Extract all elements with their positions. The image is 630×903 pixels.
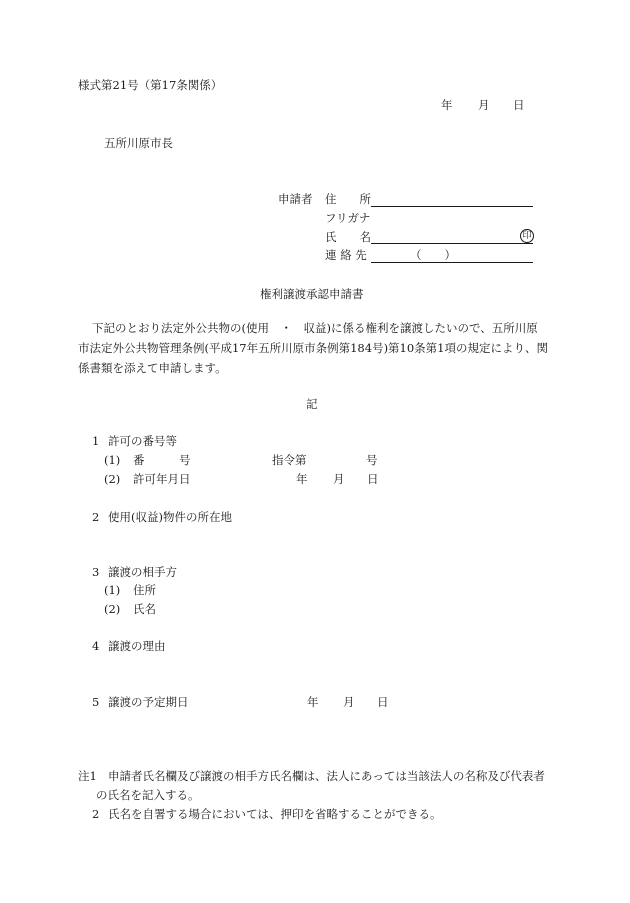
item1-sub2-label: 許可年月日 (133, 472, 191, 486)
note1-line1: 申請者氏名欄及び譲渡の相手方氏名欄は、法人にあっては当該法人の名称及び代表者 (108, 769, 545, 783)
item1-sub1-number: (1) (104, 453, 121, 467)
body-line-2: 市法定外公共物管理条例(平成17年五所川原市条例第184号)第10条第1項の規定により、関 (78, 341, 549, 355)
applicant-label: 申請者 (278, 192, 313, 206)
transfer-month: 月 (343, 695, 355, 709)
item1-label: 許可の番号等 (108, 434, 177, 448)
permit-prefix: 指令第 (272, 453, 307, 467)
date-year: 年 (441, 98, 453, 112)
contact-label: 連 絡 先 (325, 248, 367, 262)
permit-month: 月 (333, 472, 345, 486)
item2-number: 2 (92, 510, 100, 524)
address-underline (371, 206, 533, 207)
transfer-year: 年 (307, 695, 319, 709)
name-label: 氏 名 (325, 230, 371, 244)
permit-day: 日 (367, 472, 379, 486)
address-label: 住 所 (325, 192, 371, 206)
body-line-1: 下記のとおり法定外公共物の(使用 ・ 収益)に係る権利を譲渡したいので、五所川原 (92, 321, 538, 335)
note-prefix: 注1 (78, 769, 97, 783)
item3-sub2-label: 氏名 (133, 602, 156, 616)
contact-paren: （ ） (410, 248, 456, 262)
item3-sub1-label: 住所 (133, 583, 156, 597)
date-day: 日 (513, 98, 525, 112)
item2-label: 使用(収益)物件の所在地 (108, 510, 232, 524)
seal-mark: 印 (520, 229, 534, 243)
item3-sub2-number: (2) (104, 602, 121, 616)
item3-label: 譲渡の相手方 (108, 565, 177, 579)
item4-label: 譲渡の理由 (108, 639, 166, 653)
permit-year: 年 (296, 472, 308, 486)
item1-sub1-label: 番 号 (133, 453, 191, 467)
item5-number: 5 (92, 695, 100, 709)
transfer-day: 日 (377, 695, 389, 709)
body-line-3: 係書類を添えて申請します。 (78, 361, 227, 375)
date-month: 月 (478, 98, 490, 112)
item1-number: 1 (92, 434, 100, 448)
document-title: 権利譲渡承認申請書 (260, 287, 364, 301)
item3-number: 3 (92, 565, 100, 579)
item5-label: 譲渡の予定期日 (108, 695, 189, 709)
note2-number: 2 (92, 807, 100, 821)
form-number: 様式第21号（第17条関係） (78, 78, 223, 92)
note2-text: 氏名を自署する場合においては、押印を省略することができる。 (108, 807, 442, 821)
contact-underline (371, 262, 533, 263)
addressee: 五所川原市長 (104, 136, 173, 150)
name-underline (371, 243, 533, 244)
permit-suffix: 号 (366, 453, 378, 467)
item1-sub2-number: (2) (104, 472, 121, 486)
ki-heading: 記 (306, 397, 318, 411)
note1-line2: の氏名を記入する。 (96, 788, 200, 802)
furigana-label: フリガナ (325, 211, 371, 225)
item4-number: 4 (92, 639, 100, 653)
item3-sub1-number: (1) (104, 583, 121, 597)
